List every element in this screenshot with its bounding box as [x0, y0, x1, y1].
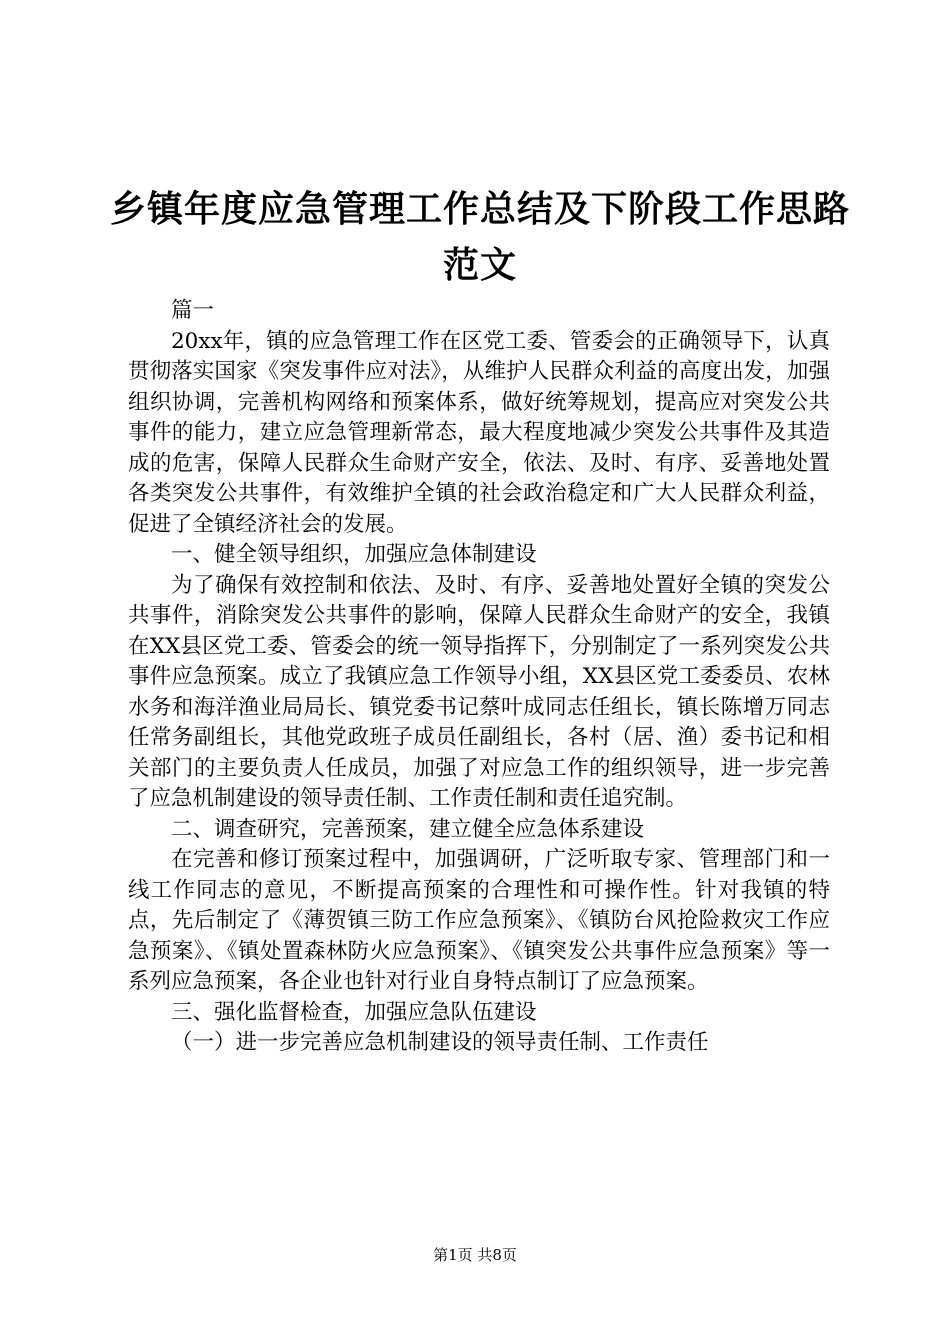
body-paragraph: （一）进一步完善应急机制建设的领导责任制、工作责任 — [171, 1030, 709, 1055]
section-heading: 三、强化监督检查，加强应急队伍建设 — [171, 999, 537, 1025]
section-heading: 二、调查研究，完善预案，建立健全应急体系建设 — [171, 816, 645, 842]
body-paragraph: 20xx年，镇的应急管理工作在区党工委、管委会的正确领导下，认真贯彻落实国家《突发事件应对法》，从维护人民群众利益的高度出发，加强组织协调，完善机构网络和预案体系，做好统筹规划，提高应对突发公共事件的能力，建立应急管理新常态，最大程度地减少突发公共事件及其造成的危害，保障人民群众生命财产安全，依法、及时、有序、妥善地处置各类突发公共事件，有效维护全镇的社会政治稳定和广大人民群众利益，促进了全镇经济社会的发展。 — [128, 328, 830, 537]
document-title-line-1: 乡镇年度应急管理工作总结及下阶段工作思路 — [109, 189, 850, 230]
document-title-line-2: 范文 — [442, 245, 517, 286]
body-paragraph: 在完善和修订预案过程中，加强调研，广泛听取专家、管理部门和一线工作同志的意见，不断提高预案的合理性和可操作性。针对我镇的特点，先后制定了《薄贺镇三防工作应急预案》、《镇防台风抢险救灾工作应急预案》、《镇处置森林防火应急预案》、《镇突发公共事件应急预案》等一系列应急预案，各企业也针对行业自身特点制订了应急预案。 — [128, 847, 830, 994]
page-footer: 第1页 共8页 — [433, 1246, 517, 1264]
body-paragraph: 为了确保有效控制和依法、及时、有序、妥善地处置好全镇的突发公共事件，消除突发公共事件的影响，保障人民群众生命财产的安全，我镇在XX县区党工委、管委会的统一领导指挥下，分别制定了一系列突发公共事件应急预案。成立了我镇应急工作领导小组，XX县区党工委委员、农林水务和海洋渔业局局长、镇党委书记蔡叶成同志任组长，镇长陈增万同志任常务副组长，其他党政班子成员任副组长，各村（居、渔）委书记和相关部门的主要负责人任成员，加强了对应急工作的组织领导，进一步完善了应急机制建设的领导责任制、工作责任制和责任追究制。 — [128, 572, 830, 811]
section-label: 篇一 — [171, 298, 215, 323]
section-heading: 一、健全领导组织，加强应急体制建设 — [171, 542, 537, 567]
document-body — [128, 296, 830, 1059]
